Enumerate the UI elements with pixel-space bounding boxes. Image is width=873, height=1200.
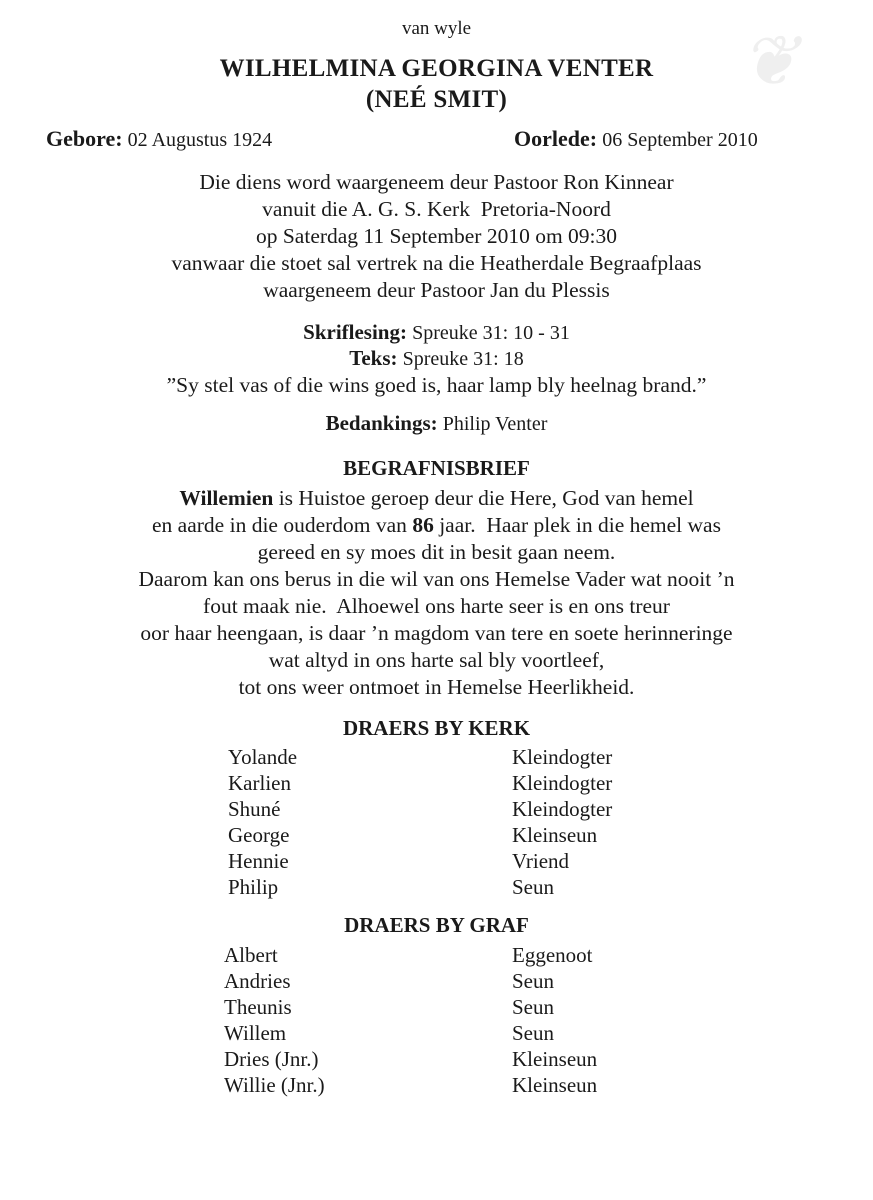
born-date (46, 126, 272, 152)
letter-line-1 (0, 486, 873, 511)
bearer-name: Shuné (228, 797, 281, 821)
bearer-relation: Kleinseun (512, 1047, 598, 1071)
bearer-name: Dries (Jnr.) (224, 1047, 319, 1071)
bearer-name: Willem (224, 1021, 287, 1045)
letter-line-2-text-a: en aarde in die ouderdom van (152, 513, 413, 537)
born-label: Gebore: (46, 126, 123, 151)
thanks-value: Philip Venter (442, 413, 548, 435)
bearer-relation: Kleindogter (512, 771, 613, 795)
letter-line-4: Daarom kan ons berus in die wil van ons Hemelse Vader wat nooit ’n (138, 567, 735, 591)
letter-line-7: wat altyd in ons harte sal bly voortleef, (268, 648, 605, 672)
letter-line-5: fout maak nie. Alhoewel ons harte seer is en ons treur (203, 594, 670, 618)
bearer-name: George (228, 823, 290, 847)
scripture-label: Skriflesing: (303, 320, 407, 344)
bearer-name: Albert (224, 943, 278, 967)
service-line-3: op Saterdag 11 September 2010 om 09:30 (255, 224, 618, 248)
intro-text: van wyle (401, 18, 472, 39)
bearer-relation: Kleinseun (512, 823, 598, 847)
letter-line-6: oor haar heengaan, is daar ’n magdom van tere en soete herinneringe (140, 621, 733, 645)
service-line-4: vanwaar die stoet sal vertrek na die Heatherdale Begraafplaas (171, 251, 702, 275)
church-bearers-heading: DRAERS BY KERK (342, 716, 531, 740)
bearer-relation: Kleindogter (512, 745, 613, 769)
service-line-1: Die diens word waargeneem deur Pastoor Ron Kinnear (199, 170, 674, 194)
bearer-relation: Seun (512, 995, 554, 1019)
letter-heading: BEGRAFNISBRIEF (343, 456, 530, 480)
thanks (0, 411, 873, 436)
sermon-text-value: Spreuke 31: 18 (402, 348, 524, 370)
letter-line-2 (0, 513, 873, 538)
bearer-relation: Seun (512, 969, 554, 993)
born-value: 02 Augustus 1924 (127, 129, 273, 151)
sermon-text-label: Teks: (349, 346, 398, 370)
bearer-relation: Seun (512, 1021, 554, 1045)
deceased-name: WILHELMINA GEORGINA VENTER (219, 55, 654, 82)
maiden-name: (NEÉ SMIT) (365, 86, 508, 113)
grave-bearers-heading: DRAERS BY GRAF (344, 913, 529, 937)
letter-line-3: gereed en sy moes dit in besit gaan neem. (257, 540, 616, 564)
sermon-text (0, 346, 873, 371)
scripture-quote: ”Sy stel vas of die wins goed is, haar lamp bly heelnag brand.” (166, 373, 707, 397)
died-value: 06 September 2010 (602, 129, 758, 151)
bearer-name: Hennie (228, 849, 289, 873)
died-date (514, 126, 758, 152)
bearer-name: Yolande (228, 745, 298, 769)
scripture-reading (0, 320, 873, 345)
show-through-decoration: ❦ (740, 24, 799, 101)
letter-line-2-text-b: jaar. Haar plek in die hemel was (433, 513, 721, 537)
thanks-label: Bedankings: (325, 411, 438, 435)
service-line-5: waargeneem deur Pastoor Jan du Plessis (263, 278, 610, 302)
letter-name: Willemien (179, 486, 274, 510)
bearer-relation: Kleindogter (512, 797, 613, 821)
letter-line-8: tot ons weer ontmoet in Hemelse Heerlikheid. (238, 675, 635, 699)
bearer-name: Willie (Jnr.) (224, 1073, 325, 1097)
scripture-value: Spreuke 31: 10 - 31 (412, 322, 570, 344)
letter-age: 86 (412, 513, 434, 537)
bearer-relation: Eggenoot (512, 943, 593, 967)
letter-line-1-text: is Huistoe geroep deur die Here, God van hemel (273, 486, 694, 510)
service-line-2: vanuit die A. G. S. Kerk Pretoria-Noord (262, 197, 611, 221)
bearer-name: Theunis (224, 995, 292, 1019)
bearer-relation: Kleinseun (512, 1073, 598, 1097)
bearer-name: Andries (224, 969, 291, 993)
bearer-relation: Vriend (512, 849, 570, 873)
bearer-name: Karlien (228, 771, 291, 795)
died-label: Oorlede: (514, 126, 598, 151)
bearer-name: Philip (228, 875, 279, 899)
bearer-relation: Seun (512, 875, 554, 899)
